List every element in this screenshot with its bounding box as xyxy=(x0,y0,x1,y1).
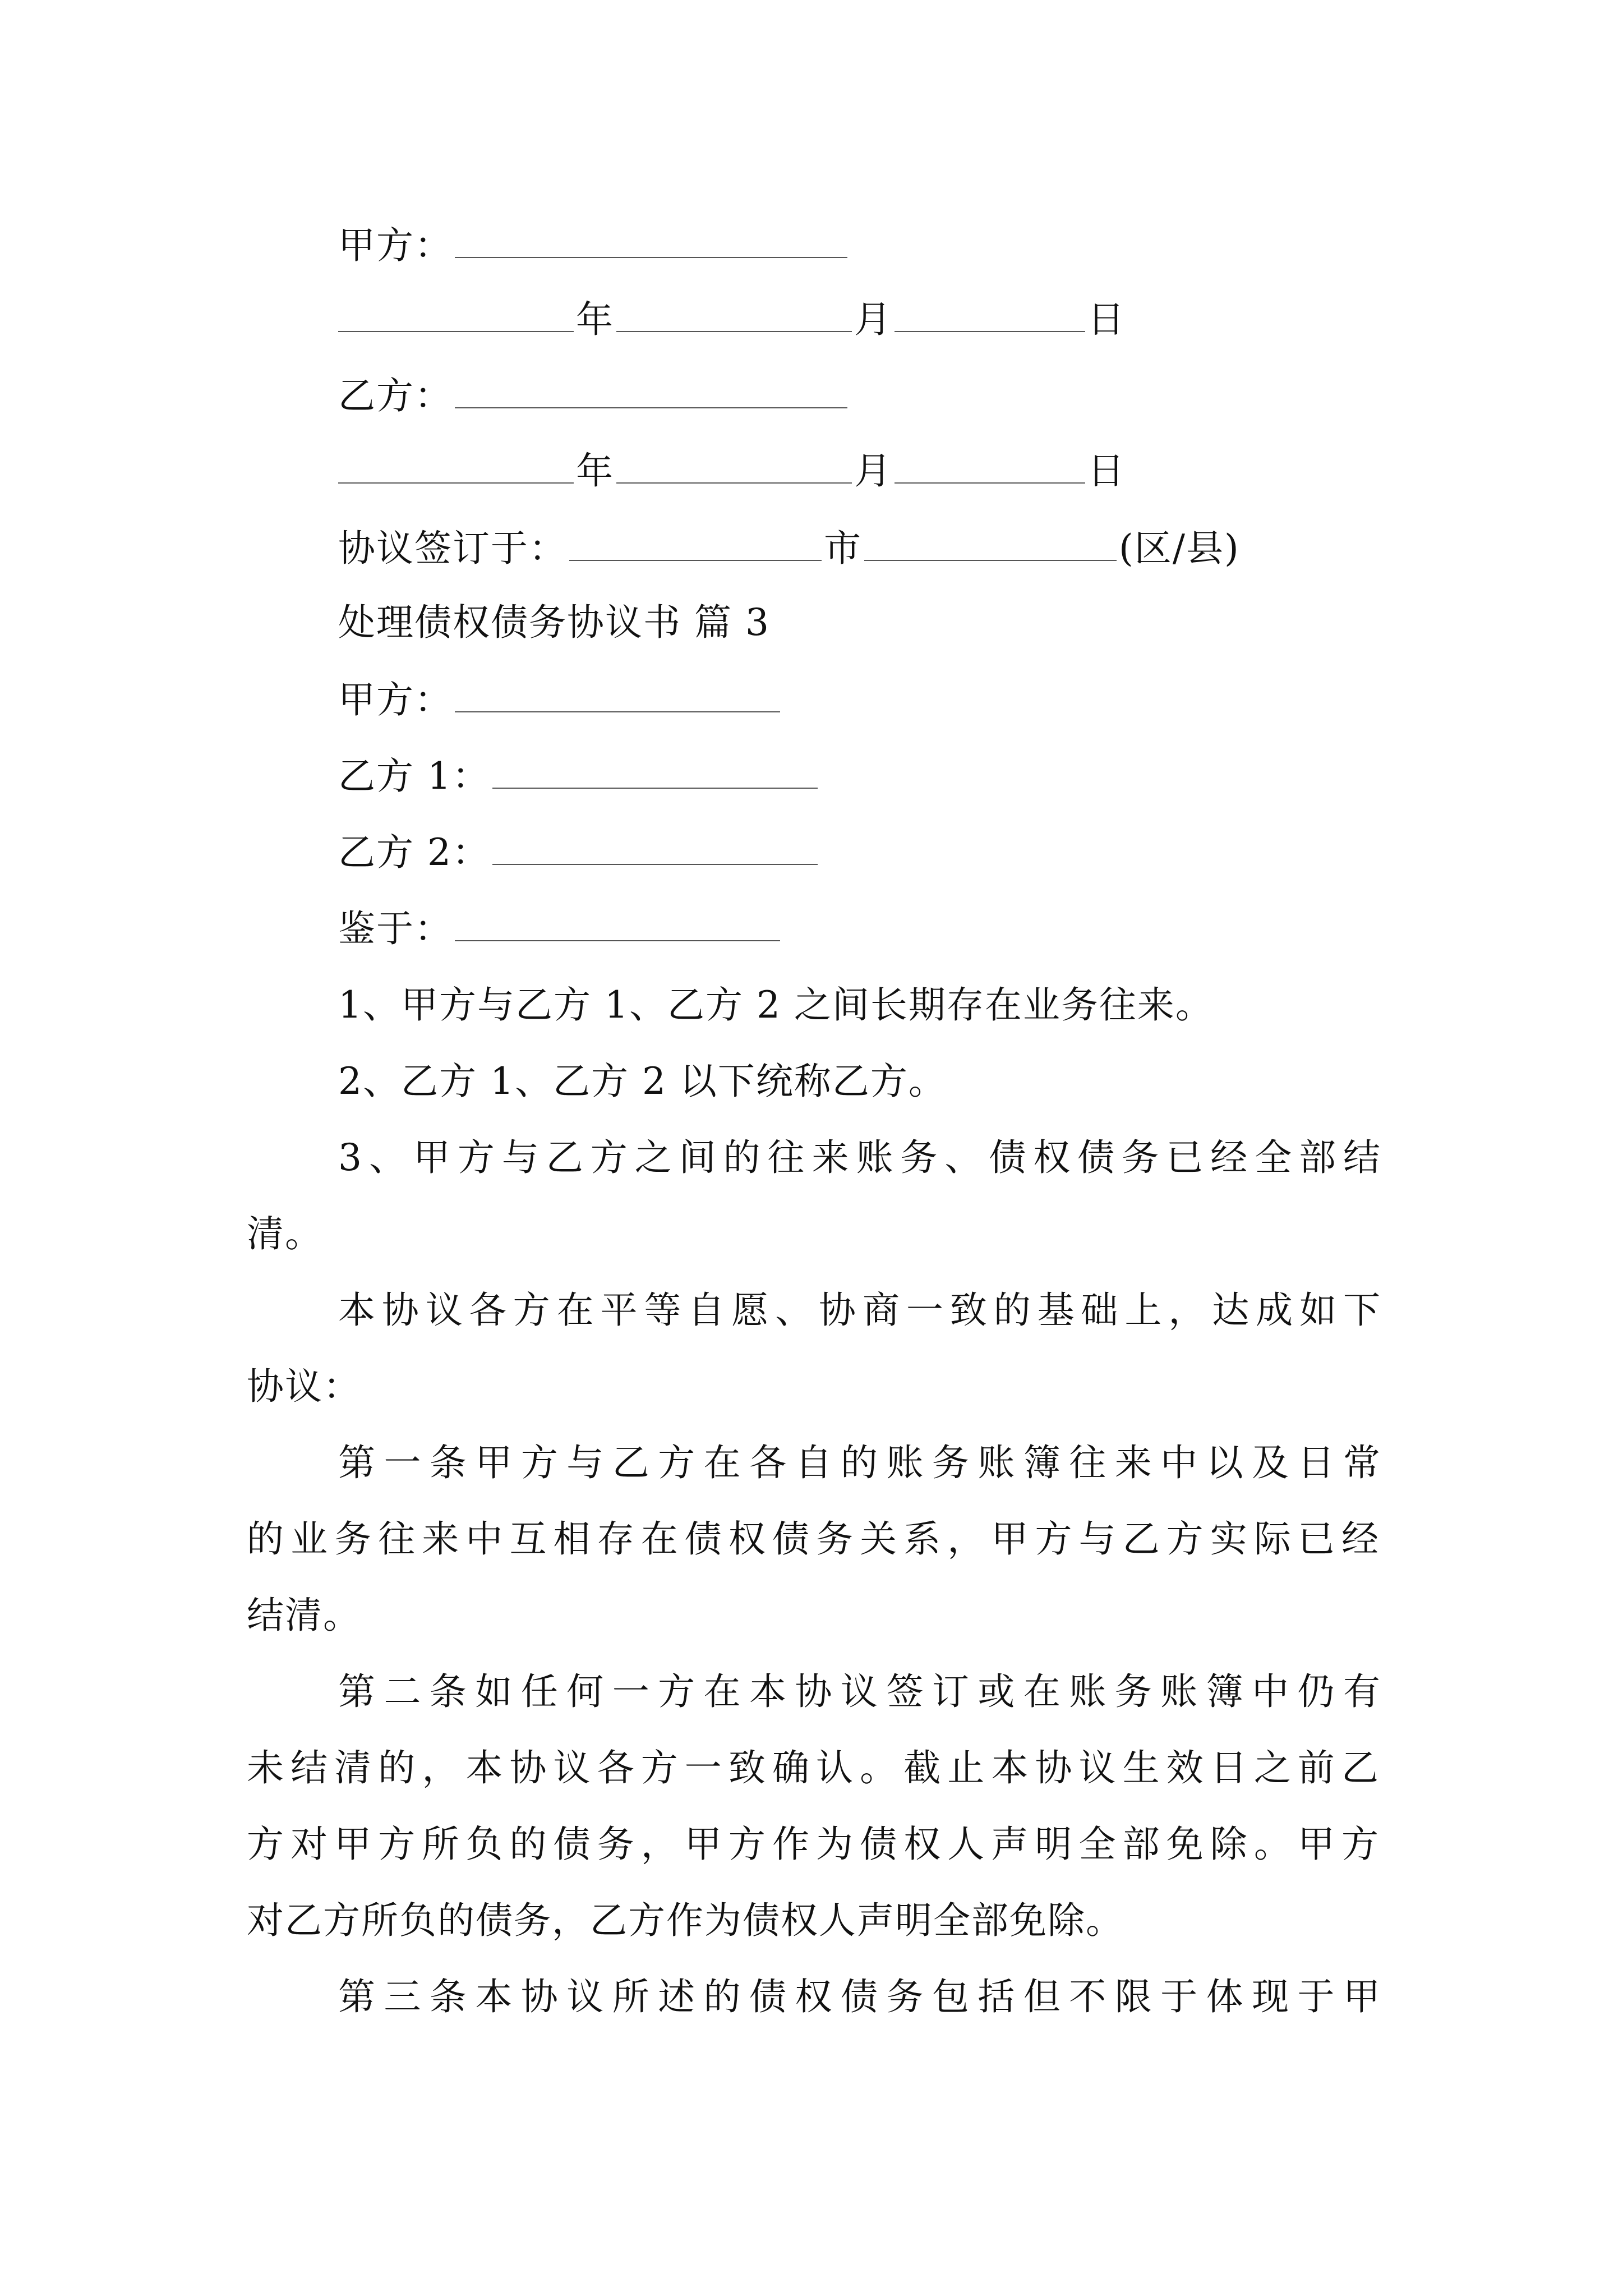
article-1-text-2: 的业务往来中互相存在债权债务关系，甲方与乙方实际已经 xyxy=(247,1517,1380,1561)
article-1-line-3: 结清。 xyxy=(247,1594,361,1637)
article-2-text-1: 第二条如任何一方在本协议签订或在账务账簿中仍有 xyxy=(338,1670,1381,1713)
party-b1-label: 乙方 1： xyxy=(338,754,490,798)
intro-line-2: 协议： xyxy=(247,1365,361,1408)
month-blank xyxy=(616,450,852,484)
recital-3-line-2: 清。 xyxy=(247,1212,323,1255)
day-blank xyxy=(895,450,1085,484)
signed-at-label: 协议签订于： xyxy=(338,527,567,570)
party-a-line-prev xyxy=(338,223,850,268)
month-label: 月 xyxy=(854,298,892,341)
signed-at-line xyxy=(338,526,1240,571)
article-2-line-3 xyxy=(247,1822,1380,1867)
article-2-text-3: 方对甲方所负的债务，甲方作为债权人声明全部免除。甲方 xyxy=(247,1823,1380,1866)
district-label: (区/县) xyxy=(1119,527,1240,570)
year-blank xyxy=(338,450,574,484)
day-blank xyxy=(895,298,1085,332)
month-blank xyxy=(616,298,852,332)
recital-1: 1、甲方与乙方 1、乙方 2 之间长期存在业务往来。 xyxy=(338,983,1214,1027)
article-1-line-1 xyxy=(338,1441,1381,1485)
party-a-blank xyxy=(455,679,780,712)
city-blank xyxy=(569,527,822,561)
recital-3-line-1 xyxy=(338,1135,1381,1180)
month-label: 月 xyxy=(854,449,892,493)
year-blank xyxy=(338,298,574,332)
article-2-line-1 xyxy=(338,1669,1381,1714)
article-2-line-2 xyxy=(247,1746,1380,1791)
intro-text-1: 本协议各方在平等自愿、协商一致的基础上，达成如下 xyxy=(338,1289,1381,1332)
recital-2: 2、乙方 1、乙方 2 以下统称乙方。 xyxy=(338,1060,947,1103)
party-b-label: 乙方： xyxy=(338,374,453,417)
party-b2-line xyxy=(338,830,820,875)
party-b1-line xyxy=(338,754,820,799)
recital-3-text-1: 3、甲方与乙方之间的往来账务、债权债务已经全部结 xyxy=(338,1136,1381,1179)
article-1-text-1: 第一条甲方与乙方在各自的账务账簿往来中以及日常 xyxy=(338,1441,1381,1484)
article-1-line-2 xyxy=(247,1517,1380,1562)
section-title: 处理债权债务协议书 篇 3 xyxy=(338,601,770,644)
party-a-label: 甲方： xyxy=(338,224,453,267)
party-b-blank xyxy=(455,375,847,408)
party-a-blank xyxy=(455,224,847,258)
whereas-label: 鉴于： xyxy=(338,907,453,950)
year-label: 年 xyxy=(576,298,614,341)
day-label: 日 xyxy=(1087,298,1126,341)
year-label: 年 xyxy=(576,449,614,493)
city-label: 市 xyxy=(824,527,862,570)
party-b2-label: 乙方 2： xyxy=(338,831,490,874)
district-blank xyxy=(864,527,1117,561)
party-b-line-prev xyxy=(338,374,850,418)
party-a-label: 甲方： xyxy=(338,678,453,721)
day-label: 日 xyxy=(1087,449,1126,493)
party-a-line xyxy=(338,678,782,723)
party-a-date-line xyxy=(338,297,1126,342)
article-3-line-1 xyxy=(338,1975,1381,2019)
intro-line-1 xyxy=(338,1288,1381,1333)
whereas-line xyxy=(338,907,782,951)
party-b1-blank xyxy=(492,755,818,789)
party-b2-blank xyxy=(492,831,818,865)
party-b-date-line xyxy=(338,449,1126,494)
whereas-blank xyxy=(455,908,780,941)
article-2-text-2: 未结清的，本协议各方一致确认。截止本协议生效日之前乙 xyxy=(247,1746,1380,1789)
article-2-line-4: 对乙方所负的债务，乙方作为债权人声明全部免除。 xyxy=(247,1899,1124,1942)
article-3-text-1: 第三条本协议所述的债权债务包括但不限于体现于甲 xyxy=(338,1975,1381,2018)
